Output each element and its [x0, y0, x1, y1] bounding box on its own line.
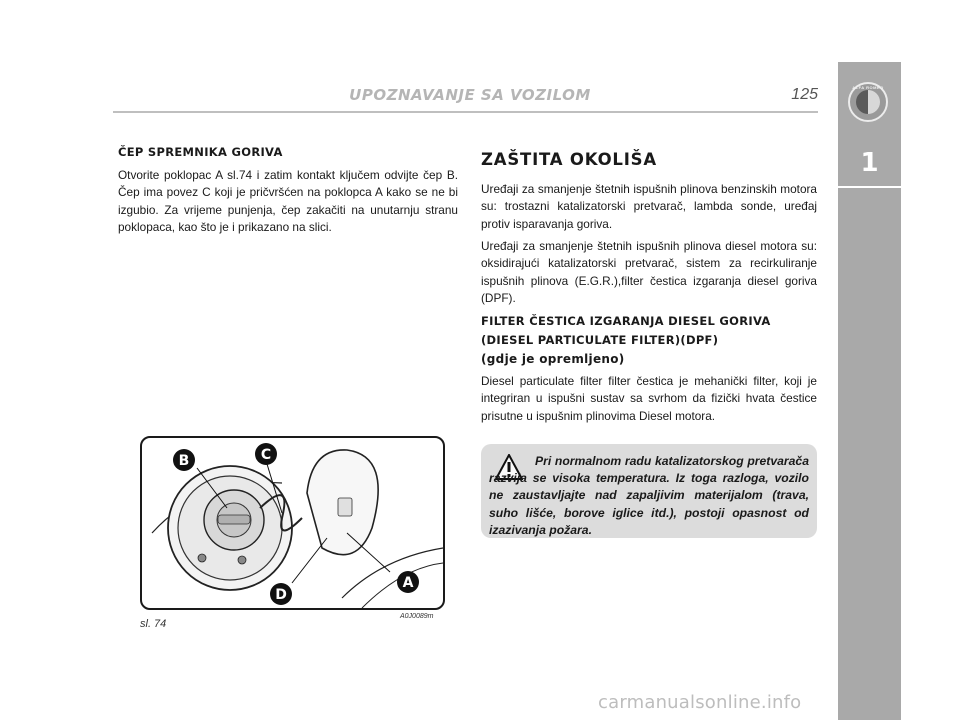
warning-text: Pri normalnom radu katalizatorskog pretvarača razvija se visoka temperatura. Iz toga razloga, vozilo ne zaustavljajte nad zapaljivim materijalom (trava, suho lišće, borove iglice itd.), postoji opasnost od izazivanja požara.: [489, 454, 809, 537]
fuel-cap-body: Otvorite poklopac A sl.74 i zatim kontakt ključem odvijte čep B. Čep ima povez C koji je pričvršćen na poklopca A kako se ne bi izgubio. Za vrijeme punjenja, čep zakačiti na unutarnju stranu poklopaca, kao što je i prikazano na slici.: [118, 168, 458, 235]
header-divider: [113, 111, 818, 113]
label-d: D: [275, 587, 287, 603]
tab-separator: [838, 186, 901, 188]
footer-watermark: carmanualsonline.info: [598, 692, 802, 713]
dpf-heading-line3: (gdje je opremljeno): [481, 352, 625, 366]
environment-heading: ZAŠTITA OKOLIŠA: [481, 150, 657, 169]
fuel-cap-illustration: [142, 438, 443, 608]
dpf-heading-line2: (DIESEL PARTICULATE FILTER)(DPF): [481, 333, 719, 347]
label-b: B: [178, 453, 190, 469]
dpf-heading: [481, 312, 821, 369]
label-c: C: [260, 447, 272, 463]
logo-text: ALFA ROMEO: [852, 85, 884, 90]
petrol-devices-paragraph: Uređaji za smanjenje štetnih ispušnih plinova benzinskih motora su: trostazni katalizatorski pretvarač, lambda sonde, uređaj protiv isparavanja goriva.: [481, 182, 817, 231]
page-number: 125: [791, 86, 818, 103]
running-header: UPOZNAVANJE SA VOZILOM: [349, 86, 591, 104]
figure-caption: sl. 74: [140, 618, 167, 630]
warning-box: [481, 444, 817, 538]
label-a: A: [402, 575, 414, 591]
alfa-romeo-logo-icon: [848, 82, 888, 122]
fuel-cap-figure: [140, 436, 445, 610]
dpf-heading-line1: FILTER ČESTICA IZGARANJA DIESEL GORIVA: [481, 314, 771, 328]
fuel-cap-heading: ČEP SPREMNIKA GORIVA: [118, 145, 283, 159]
figure-code: A0J0089m: [400, 613, 434, 620]
diesel-devices-paragraph: Uređaji za smanjenje štetnih ispušnih plinova diesel motora su: oksidirajući katalizatorski pretvarač, sistem za recirkuliranje ispušnih plinova (E.G.R.),filter čestica izgaranja diesel goriva (DPF).: [481, 239, 817, 306]
chapter-number: 1: [860, 148, 879, 178]
dpf-body: Diesel particulate filter filter čestica je mehanički filter, koji je integriran u ispušni sustav sa svrhom da fizički hvata čestice prisutne u ispušnim plinovima Diesel motora.: [481, 374, 817, 423]
